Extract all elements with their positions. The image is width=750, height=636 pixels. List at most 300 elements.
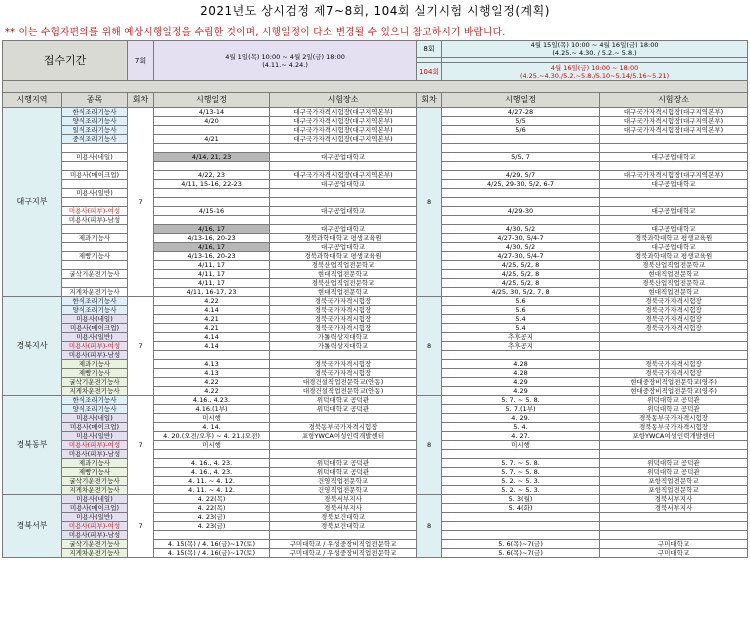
place8-cell: 현대중장비직업전문학교(영주) bbox=[600, 378, 748, 387]
schedule7-cell: 4.22 bbox=[154, 378, 270, 387]
region-name: 경북동부 bbox=[3, 396, 62, 495]
place8-cell: 현대직업전문학교 bbox=[600, 288, 748, 297]
exam-type: 미용사(일반) bbox=[62, 432, 128, 441]
schedule8-cell: 4/25, 5/2, 8 bbox=[442, 279, 600, 288]
place7-cell: 구미대학교 / 우성중장비직업전문학교 bbox=[270, 549, 417, 558]
schedule8-cell: 5. 7. ~ 5. 8. bbox=[442, 459, 600, 468]
region-name: 경북서부 bbox=[3, 495, 62, 558]
schedule8-cell: 5. 2. ~ 5. 3. bbox=[442, 486, 600, 495]
place7-cell bbox=[270, 441, 417, 450]
place7-cell: 대구국가자격시험장(대구지역본부) bbox=[270, 135, 417, 144]
round7-value: 7 bbox=[128, 297, 154, 396]
exam-type: 미용사(네일) bbox=[62, 153, 128, 162]
place8-cell bbox=[600, 513, 748, 522]
place7-cell bbox=[270, 531, 417, 540]
place8-cell bbox=[600, 135, 748, 144]
table-row bbox=[3, 279, 748, 288]
place8-cell: 현대중장비직업전문학교(영주) bbox=[600, 387, 748, 396]
schedule7-cell: 4.13 bbox=[154, 369, 270, 378]
place7-cell: 현대직업전문학교 bbox=[270, 270, 417, 279]
schedule7-cell: 4. 22(목) bbox=[154, 504, 270, 513]
schedule7-cell: 4.16.(1부) bbox=[154, 405, 270, 414]
schedule7-cell: 4/16, 17 bbox=[154, 243, 270, 252]
reception-period104-sub: (4.25.~4.30./5.2.~5.8./5.10~5.14/5.16~5.21) bbox=[519, 71, 670, 80]
place8-cell: 현대직업전문학교 bbox=[600, 270, 748, 279]
schedule8-cell: 4/25, 30, 5/2, 7, 8 bbox=[442, 288, 600, 297]
place7-cell bbox=[270, 216, 417, 225]
schedule8-cell: 미시행 bbox=[442, 441, 600, 450]
exam-type: 미용사(피부)-남성 bbox=[62, 531, 128, 540]
place8-cell: 경북국가자격시험장 bbox=[600, 315, 748, 324]
exam-type: 미용사(피부)-여성 bbox=[62, 207, 128, 216]
place8-cell: 경북국가자격시험장 bbox=[600, 297, 748, 306]
schedule7-cell: 4.13 bbox=[154, 360, 270, 369]
round8-value: 8 bbox=[417, 108, 442, 297]
schedule8-cell bbox=[442, 450, 600, 459]
schedule7-cell: 4/11, 15-16, 22-23 bbox=[154, 180, 270, 189]
table-row bbox=[3, 144, 748, 153]
place7-cell: 경북산업직업전문학교 bbox=[270, 261, 417, 270]
exam-type bbox=[62, 225, 128, 234]
table-row bbox=[3, 549, 748, 558]
region-name: 경북지사 bbox=[3, 297, 62, 396]
place8-cell bbox=[600, 531, 748, 540]
column-header-row bbox=[3, 93, 748, 108]
exam-type: 제빵기능사 bbox=[62, 468, 128, 477]
exam-type: 일식조리기능사 bbox=[62, 126, 128, 135]
table-row bbox=[3, 324, 748, 333]
place8-cell bbox=[600, 522, 748, 531]
schedule8-cell: 5.4 bbox=[442, 324, 600, 333]
header-spacer bbox=[3, 81, 748, 93]
reception-label: 접수기간 bbox=[3, 41, 128, 81]
place8-cell: 경북산업직업전문학교 bbox=[600, 279, 748, 288]
exam-type: 제과기능사 bbox=[62, 234, 128, 243]
schedule7-cell bbox=[154, 189, 270, 198]
table-row bbox=[3, 162, 748, 171]
exam-type: 굴삭기운전기능사 bbox=[62, 477, 128, 486]
schedule7-cell: 4.16., 4.23. bbox=[154, 396, 270, 405]
place8-cell bbox=[600, 450, 748, 459]
place8-cell bbox=[600, 333, 748, 342]
table-row bbox=[3, 540, 748, 549]
schedule7-cell: 4. 11. ~ 4. 12. bbox=[154, 486, 270, 495]
schedule7-cell: 4/22, 23 bbox=[154, 171, 270, 180]
reception-period104-main: 4월 16일(금) 10:00 ~ 18:00 bbox=[550, 63, 639, 72]
place7-cell bbox=[270, 351, 417, 360]
table-row bbox=[3, 432, 748, 441]
schedule7-cell: 4. 15(목) / 4. 16(금)~17(토) bbox=[154, 549, 270, 558]
place7-cell: 경북국가자격시험장 bbox=[270, 369, 417, 378]
table-row bbox=[3, 180, 748, 189]
reception-period8-sub: (4.25.~ 4.30. / 5.2.~ 5.8.) bbox=[552, 49, 637, 57]
place8-cell: 구미대학교 bbox=[600, 549, 748, 558]
header-type: 종목 bbox=[62, 93, 128, 108]
place7-cell bbox=[270, 189, 417, 198]
schedule7-cell: 4/21 bbox=[154, 135, 270, 144]
round7-value: 7 bbox=[128, 495, 154, 558]
schedule8-cell: 4/29-30 bbox=[442, 207, 600, 216]
table-row bbox=[3, 108, 748, 117]
exam-type: 지게차운전기능사 bbox=[62, 549, 128, 558]
schedule8-cell: 5. 6(목)~7(금) bbox=[442, 549, 600, 558]
schedule8-cell: 4/25, 29-30, 5/2, 6-7 bbox=[442, 180, 600, 189]
table-row bbox=[3, 117, 748, 126]
exam-type: 지게차운전기능사 bbox=[62, 288, 128, 297]
exam-type: 미용사(피부)-여성 bbox=[62, 342, 128, 351]
place8-cell bbox=[600, 144, 748, 153]
schedule8-cell bbox=[442, 162, 600, 171]
place7-cell: 경북동부국가자격시험장 bbox=[270, 423, 417, 432]
table-row bbox=[3, 522, 748, 531]
table-row bbox=[3, 459, 748, 468]
place7-cell: 건영직업전문학교 bbox=[270, 477, 417, 486]
schedule8-cell bbox=[442, 522, 600, 531]
table-row bbox=[3, 252, 748, 261]
place7-cell: 경북서부지사 bbox=[270, 495, 417, 504]
schedule8-cell: 5. 4(화) bbox=[442, 504, 600, 513]
table-row bbox=[3, 414, 748, 423]
table-row bbox=[3, 477, 748, 486]
schedule7-cell bbox=[154, 216, 270, 225]
place8-cell: 위덕대학교 공덕관 bbox=[600, 396, 748, 405]
exam-type bbox=[62, 279, 128, 288]
schedule8-cell bbox=[442, 216, 600, 225]
schedule8-cell bbox=[442, 351, 600, 360]
reception-round104: 104회 bbox=[417, 63, 442, 81]
place8-cell: 위덕대학교 공덕관 bbox=[600, 468, 748, 477]
exam-type: 굴삭기운전기능사 bbox=[62, 378, 128, 387]
place7-cell: 위덕대학교 공덕관 bbox=[270, 459, 417, 468]
place8-cell: 대구공업대학교 bbox=[600, 207, 748, 216]
exam-type: 한식조리기능사 bbox=[62, 396, 128, 405]
exam-type: 미용사(네일) bbox=[62, 414, 128, 423]
place8-cell bbox=[600, 198, 748, 207]
place8-cell: 경북산업직업전문학교 bbox=[600, 261, 748, 270]
table-row bbox=[3, 468, 748, 477]
place8-cell: 대구국가자격시험장(대구지역본부) bbox=[600, 108, 748, 117]
schedule7-cell: 4/13-16, 20-23 bbox=[154, 252, 270, 261]
place8-cell: 경북국가자격시험장 bbox=[600, 369, 748, 378]
table-row bbox=[3, 225, 748, 234]
schedule7-cell: 4.21 bbox=[154, 324, 270, 333]
round8-value: 8 bbox=[417, 396, 442, 495]
place7-cell: 경북국가자격시험장 bbox=[270, 306, 417, 315]
exam-type: 미용사(네일) bbox=[62, 315, 128, 324]
schedule7-cell bbox=[154, 198, 270, 207]
notice-text: ** 이는 수험자편의를 위해 예상시행일정을 수립한 것이며, 시행일정이 다소 변경될 수 있으니 참고하시기 바랍니다. bbox=[5, 27, 506, 38]
exam-type bbox=[62, 243, 128, 252]
place7-cell: 가톨릭상지대학교 bbox=[270, 333, 417, 342]
header-place8: 시험장소 bbox=[600, 93, 748, 108]
place8-cell: 포항직업전문학교 bbox=[600, 477, 748, 486]
schedule8-cell: 5.6 bbox=[442, 297, 600, 306]
table-row bbox=[3, 243, 748, 252]
table-row bbox=[3, 189, 748, 198]
schedule8-cell: 5.6 bbox=[442, 306, 600, 315]
schedule7-cell: 4/20 bbox=[154, 117, 270, 126]
schedule7-cell bbox=[154, 144, 270, 153]
schedule8-cell bbox=[442, 189, 600, 198]
schedule8-cell: 5. 7. ~ 5. 8. bbox=[442, 468, 600, 477]
place7-cell: 대경건설직업전문학교(안동) bbox=[270, 378, 417, 387]
place8-cell: 대구공업대학교 bbox=[600, 153, 748, 162]
header-schedule8: 시행일정 bbox=[442, 93, 600, 108]
exam-type bbox=[62, 180, 128, 189]
place8-cell: 구미대학교 bbox=[600, 540, 748, 549]
exam-type: 양식조리기능사 bbox=[62, 117, 128, 126]
place8-cell: 대구국가자격시험장(대구지역본부) bbox=[600, 117, 748, 126]
exam-type bbox=[62, 144, 128, 153]
table-row bbox=[3, 306, 748, 315]
schedule8-cell: 추후공지 bbox=[442, 342, 600, 351]
place7-cell: 대구공업대학교 bbox=[270, 153, 417, 162]
schedule7-cell: 4. 15(목) / 4. 16(금)~17(토) bbox=[154, 540, 270, 549]
place8-cell: 경북국가자격시험장 bbox=[600, 360, 748, 369]
schedule8-cell: 5. 6(목)~7(금) bbox=[442, 540, 600, 549]
round8-value: 8 bbox=[417, 495, 442, 558]
place7-cell: 구미대학교 / 우성중장비직업전문학교 bbox=[270, 540, 417, 549]
table-row bbox=[3, 315, 748, 324]
page-title: 2021년도 상시검정 제7~8회, 104회 실기시험 시행일정(계획) bbox=[200, 4, 550, 18]
place8-cell: 대구국가자격시험장(대구지역본부) bbox=[600, 171, 748, 180]
schedule7-cell bbox=[154, 126, 270, 135]
place8-cell bbox=[600, 342, 748, 351]
place7-cell: 대구공업대학교 bbox=[270, 207, 417, 216]
schedule7-cell: 미시행 bbox=[154, 414, 270, 423]
schedule8-cell bbox=[442, 144, 600, 153]
round8-value: 8 bbox=[417, 297, 442, 396]
schedule8-cell: 5. 4. bbox=[442, 423, 600, 432]
schedule7-cell: 4. 16., 4. 23. bbox=[154, 468, 270, 477]
place7-cell: 경북국가자격시험장 bbox=[270, 315, 417, 324]
exam-type: 한식조리기능사 bbox=[62, 297, 128, 306]
place7-cell: 경북과학대학교 평생교육원 bbox=[270, 234, 417, 243]
exam-type: 미용사(피부)-남성 bbox=[62, 216, 128, 225]
place8-cell: 위덕대학교 공덕관 bbox=[600, 459, 748, 468]
exam-type: 한식조리기능사 bbox=[62, 108, 128, 117]
schedule8-cell: 4/27-30, 5/4-7 bbox=[442, 234, 600, 243]
schedule7-cell: 4/15-16 bbox=[154, 207, 270, 216]
place7-cell: 경북산업직업전문학교 bbox=[270, 279, 417, 288]
exam-type: 미용사(메이크업) bbox=[62, 324, 128, 333]
reception-round8: 8회 bbox=[417, 41, 442, 58]
table-row bbox=[3, 261, 748, 270]
exam-type: 미용사(피부)-남성 bbox=[62, 450, 128, 459]
table-row bbox=[3, 531, 748, 540]
place8-cell: 경북과학대학교 평생교육원 bbox=[600, 234, 748, 243]
place7-cell: 현대직업전문학교 bbox=[270, 288, 417, 297]
schedule7-cell: 4/13-16, 20-23 bbox=[154, 234, 270, 243]
schedule8-cell: 4. 27. bbox=[442, 432, 600, 441]
table-row bbox=[3, 297, 748, 306]
schedule7-cell: 4. 23(금) bbox=[154, 513, 270, 522]
table-row bbox=[3, 441, 748, 450]
reception-period104 bbox=[442, 63, 748, 81]
exam-type: 제빵기능사 bbox=[62, 369, 128, 378]
schedule7-cell bbox=[154, 351, 270, 360]
exam-type: 지게차운전기능사 bbox=[62, 486, 128, 495]
place7-cell bbox=[270, 162, 417, 171]
place8-cell: 경북국가자격시험장 bbox=[600, 324, 748, 333]
table-row bbox=[3, 450, 748, 459]
table-row bbox=[3, 333, 748, 342]
reception-row bbox=[3, 41, 748, 58]
exam-type: 제과기능사 bbox=[62, 360, 128, 369]
place8-cell: 대구공업대학교 bbox=[600, 180, 748, 189]
table-row bbox=[3, 369, 748, 378]
exam-type: 미용사(피부)-여성 bbox=[62, 441, 128, 450]
exam-type: 미용사(일반) bbox=[62, 513, 128, 522]
schedule8-cell: 5. 3(월) bbox=[442, 495, 600, 504]
table-row bbox=[3, 504, 748, 513]
header-round8: 회차 bbox=[417, 93, 442, 108]
table-row bbox=[3, 171, 748, 180]
schedule7-cell: 4/14, 21, 23 bbox=[154, 153, 270, 162]
exam-type bbox=[62, 162, 128, 171]
schedule7-cell: 4/16, 17 bbox=[154, 225, 270, 234]
place7-cell: 경북보건대학교 bbox=[270, 513, 417, 522]
schedule8-cell: 5. 7.(1부) bbox=[442, 405, 600, 414]
place7-cell: 경북서부지사 bbox=[270, 504, 417, 513]
place7-cell: 대구공업대학교 bbox=[270, 225, 417, 234]
schedule8-cell: 4/27-30, 5/4-7 bbox=[442, 252, 600, 261]
exam-type: 중식조리기능사 bbox=[62, 135, 128, 144]
table-row bbox=[3, 234, 748, 243]
schedule8-cell bbox=[442, 135, 600, 144]
place7-cell: 위덕대학교 공덕관 bbox=[270, 468, 417, 477]
place7-cell: 대구국가자격시험장(대구지역본부) bbox=[270, 126, 417, 135]
table-row bbox=[3, 351, 748, 360]
place7-cell: 대구국가자격시험장(대구지역본부) bbox=[270, 171, 417, 180]
region-name: 대구지부 bbox=[3, 108, 62, 297]
table-row bbox=[3, 153, 748, 162]
place8-cell: 대구공업대학교 bbox=[600, 225, 748, 234]
table-row bbox=[3, 342, 748, 351]
schedule8-cell: 4. 29. bbox=[442, 414, 600, 423]
place8-cell: 경북서부지사 bbox=[600, 504, 748, 513]
place8-cell: 경북국가자격시험장 bbox=[600, 306, 748, 315]
schedule8-cell: 5/5, 7 bbox=[442, 153, 600, 162]
place7-cell: 경북국가자격시험장 bbox=[270, 297, 417, 306]
place8-cell: 경북동부국가자격시험장 bbox=[600, 423, 748, 432]
schedule7-cell: 4. 11. ~ 4. 12. bbox=[154, 477, 270, 486]
round7-value: 7 bbox=[128, 108, 154, 297]
table-row bbox=[3, 405, 748, 414]
schedule8-cell: 4.29 bbox=[442, 387, 600, 396]
table-row bbox=[3, 270, 748, 279]
place7-cell: 위덕대학교 공덕관 bbox=[270, 405, 417, 414]
exam-type: 굴삭기운전기능사 bbox=[62, 540, 128, 549]
place7-cell: 경북과학대학교 평생교육원 bbox=[270, 252, 417, 261]
header-region: 시행지역 bbox=[3, 93, 62, 108]
schedule7-cell: 4. 14. bbox=[154, 423, 270, 432]
place8-cell: 대구국가자격시험장(대구지역본부) bbox=[600, 126, 748, 135]
schedule7-cell bbox=[154, 162, 270, 171]
reception-round7: 7회 bbox=[128, 41, 154, 81]
exam-type: 제과기능사 bbox=[62, 459, 128, 468]
place7-cell: 위덕대학교 공덕관 bbox=[270, 396, 417, 405]
schedule7-cell: 4/11, 17 bbox=[154, 261, 270, 270]
place7-cell bbox=[270, 414, 417, 423]
place7-cell: 경북국가자격시험장 bbox=[270, 324, 417, 333]
reception-period7-main: 4월 1일(목) 10:00 ~ 4월 2일(금) 18:00 bbox=[225, 52, 345, 61]
place8-cell bbox=[600, 216, 748, 225]
schedule8-cell bbox=[442, 531, 600, 540]
place7-cell: 포항YWCA여성인력개발센터 bbox=[270, 432, 417, 441]
place8-cell: 포항YWCA여성인력개발센터 bbox=[600, 432, 748, 441]
schedule8-cell: 4/30, 5/2 bbox=[442, 243, 600, 252]
exam-type: 미용사(네일) bbox=[62, 495, 128, 504]
schedule7-cell: 4. 22(목) bbox=[154, 495, 270, 504]
round7-value: 7 bbox=[128, 396, 154, 495]
schedule7-cell: 4.14 bbox=[154, 342, 270, 351]
schedule8-cell: 4.28 bbox=[442, 360, 600, 369]
place7-cell: 대경건설직업전문학교(안동) bbox=[270, 387, 417, 396]
header-round7: 회차 bbox=[128, 93, 154, 108]
place8-cell bbox=[600, 441, 748, 450]
place7-cell bbox=[270, 198, 417, 207]
schedule7-cell: 4.22 bbox=[154, 387, 270, 396]
schedule7-cell bbox=[154, 450, 270, 459]
schedule8-cell bbox=[442, 198, 600, 207]
table-row bbox=[3, 387, 748, 396]
schedule8-cell: 4/25, 5/2, 8 bbox=[442, 270, 600, 279]
place8-cell: 경북동부국가자격시험장 bbox=[600, 414, 748, 423]
schedule7-cell: 4/13-14 bbox=[154, 108, 270, 117]
exam-type: 지게차운전기능사 bbox=[62, 387, 128, 396]
schedule8-cell: 5/6 bbox=[442, 126, 600, 135]
exam-type: 양식조리기능사 bbox=[62, 405, 128, 414]
schedule-table bbox=[2, 40, 748, 558]
reception-period7 bbox=[154, 41, 417, 81]
schedule7-cell: 4.14 bbox=[154, 306, 270, 315]
place8-cell: 경북서부지사 bbox=[600, 495, 748, 504]
place7-cell: 건영직업전문학교 bbox=[270, 486, 417, 495]
exam-type: 미용사(일반) bbox=[62, 189, 128, 198]
schedule7-cell: 4/11, 16-17, 23 bbox=[154, 288, 270, 297]
place8-cell: 경북과학대학교 평생교육원 bbox=[600, 252, 748, 261]
table-row bbox=[3, 216, 748, 225]
place8-cell bbox=[600, 162, 748, 171]
table-row bbox=[3, 378, 748, 387]
place7-cell: 대구공업대학교 bbox=[270, 243, 417, 252]
table-row bbox=[3, 495, 748, 504]
place7-cell: 대구국가자격시험장(대구지역본부) bbox=[270, 117, 417, 126]
place8-cell bbox=[600, 189, 748, 198]
exam-type: 양식조리기능사 bbox=[62, 306, 128, 315]
exam-type: 미용사(일반) bbox=[62, 333, 128, 342]
schedule7-cell: 4. 16., 4. 23. bbox=[154, 459, 270, 468]
table-row bbox=[3, 396, 748, 405]
reception-period7-sub: (4.11.~ 4.24.) bbox=[262, 60, 308, 69]
schedule7-cell bbox=[154, 531, 270, 540]
schedule8-cell: 5. 7. ~ 5. 8. bbox=[442, 396, 600, 405]
schedule7-cell: 4/11, 17 bbox=[154, 279, 270, 288]
exam-type: 제빵기능사 bbox=[62, 252, 128, 261]
place7-cell bbox=[270, 144, 417, 153]
table-row bbox=[3, 423, 748, 432]
place7-cell: 대구국가자격시험장(대구지역본부) bbox=[270, 108, 417, 117]
schedule7-cell: 4. 20.(오전/오후) ~ 4. 21.(오전) bbox=[154, 432, 270, 441]
table-row bbox=[3, 207, 748, 216]
place8-cell: 대구공업대학교 bbox=[600, 243, 748, 252]
place8-cell: 위덕대학교 공덕관 bbox=[600, 405, 748, 414]
schedule8-cell: 5. 2. ~ 5. 3. bbox=[442, 477, 600, 486]
table-row bbox=[3, 135, 748, 144]
table-row bbox=[3, 288, 748, 297]
exam-type: 미용사(피부)-남성 bbox=[62, 351, 128, 360]
